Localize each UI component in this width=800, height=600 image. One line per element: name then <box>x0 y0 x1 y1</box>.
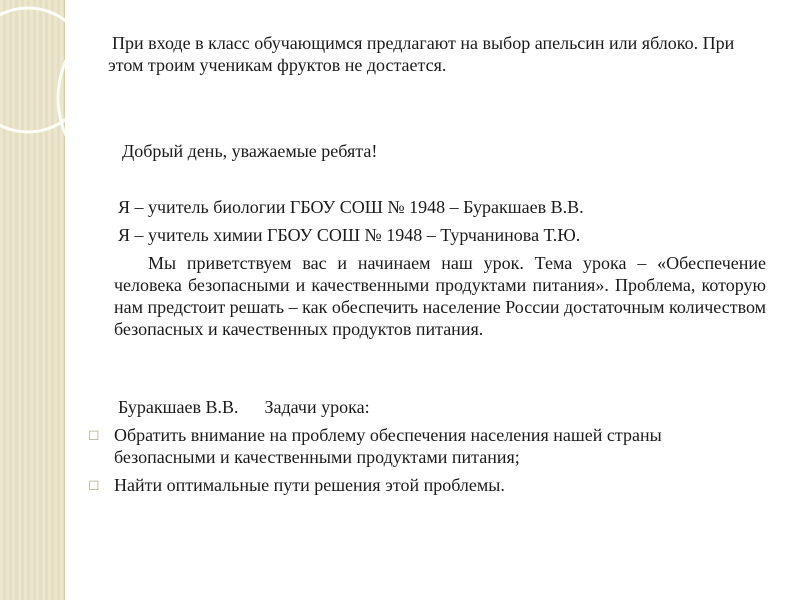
tasks-heading: Задачи урока: <box>264 397 370 417</box>
task-item <box>88 474 768 498</box>
teacher-biology-line: Я – учитель биологии ГБОУ СОШ № 1948 – Буракшаев В.В. <box>118 197 584 217</box>
tasks-speaker: Буракшаев В.В. <box>118 397 239 417</box>
welcome-paragraph: Мы приветствуем вас и начинаем наш урок. Тема урока – «Обеспечение человека безопасными и качественными продуктами питания». Проблема, которую нам предстоит решать – как обеспечить население России достаточным количеством безопасных и качественных продуктов питания. <box>114 253 766 339</box>
teacher-chemistry-line: Я – учитель химии ГБОУ СОШ № 1948 – Турчанинова Т.Ю. <box>118 225 581 245</box>
tasks-header <box>118 396 718 418</box>
task-item-text: Обратить внимание на проблему обеспечения населения нашей страны безопасными и качественными продуктами питания; <box>114 425 662 467</box>
greeting-text: Добрый день, уважаемые ребята! <box>122 141 378 161</box>
task-item-text: Найти оптимальные пути решения этой проблемы. <box>114 475 505 495</box>
task-item <box>88 424 768 470</box>
bullet-square-icon: ◻ <box>88 477 100 493</box>
intro-paragraph: При входе в класс обучающимся предлагают на выбор апельсин или яблоко. При этом троим ученикам фруктов не достается. <box>108 33 735 75</box>
bullet-square-icon: ◻ <box>88 427 100 443</box>
